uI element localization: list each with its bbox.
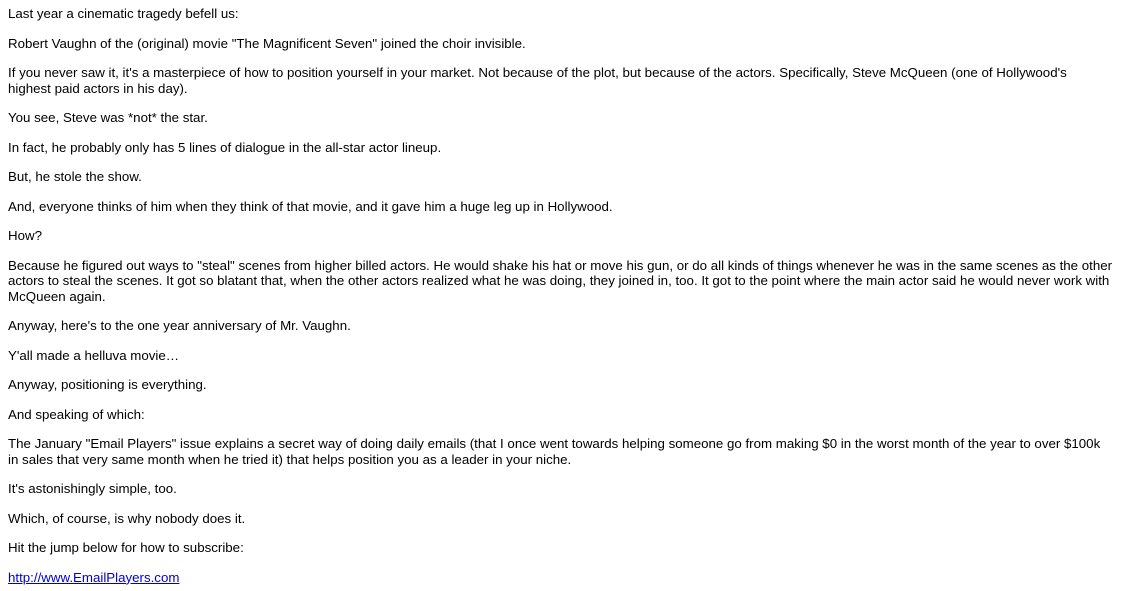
- paragraph: It's astonishingly simple, too.: [8, 481, 177, 496]
- paragraph: And, everyone thinks of him when they think of that movie, and it gave him a huge leg up in Hollywood.: [8, 198, 613, 214]
- paragraph: How?: [8, 228, 42, 243]
- paragraph: If you never saw it, it's a masterpiece of how to position yourself in your market. Not because of the plot, but because of the actors. Specifically, Steve McQueen (one of Hollywood's highest paid actors in his day).: [8, 65, 1067, 96]
- paragraph: But, he stole the show.: [8, 169, 142, 184]
- paragraph: And speaking of which:: [8, 406, 145, 422]
- paragraph: In fact, he probably only has 5 lines of dialogue in the all-star actor lineup.: [8, 139, 442, 155]
- paragraph: You see, Steve was *not* the star.: [8, 110, 208, 125]
- paragraph: Y'all made a helluva movie…: [8, 347, 180, 363]
- link-paragraph: [8, 570, 1113, 586]
- paragraph: Last year a cinematic tragedy befell us:: [8, 6, 239, 21]
- paragraph: Hit the jump below for how to subscribe:: [8, 540, 244, 555]
- paragraph: Which, of course, is why nobody does it.: [8, 510, 246, 526]
- email-players-link[interactable]: http://www.EmailPlayers.com: [8, 569, 180, 585]
- paragraph: Anyway, here's to the one year anniversary of Mr. Vaughn.: [8, 318, 351, 333]
- paragraph: Anyway, positioning is everything.: [8, 377, 207, 392]
- paragraph: The January "Email Players" issue explains a secret way of doing daily emails (that I once went towards helping someone go from making $0 in the worst month of the year to over $100k in sales that very same month when he tried it) that helps position you as a leader in your niche.: [8, 436, 1101, 467]
- paragraph: Because he figured out ways to "steal" scenes from higher billed actors. He would shake his hat or move his gun, or do all kinds of things whenever he was in the same scenes as the other actors to steal the scenes. It got so blatant that, when the other actors realized what he was doing, they joined in, too. It got to the point where the main actor said he would never work with McQueen again.: [8, 257, 1113, 304]
- paragraph: Robert Vaughn of the (original) movie "The Magnificent Seven" joined the choir invisible.: [8, 35, 526, 51]
